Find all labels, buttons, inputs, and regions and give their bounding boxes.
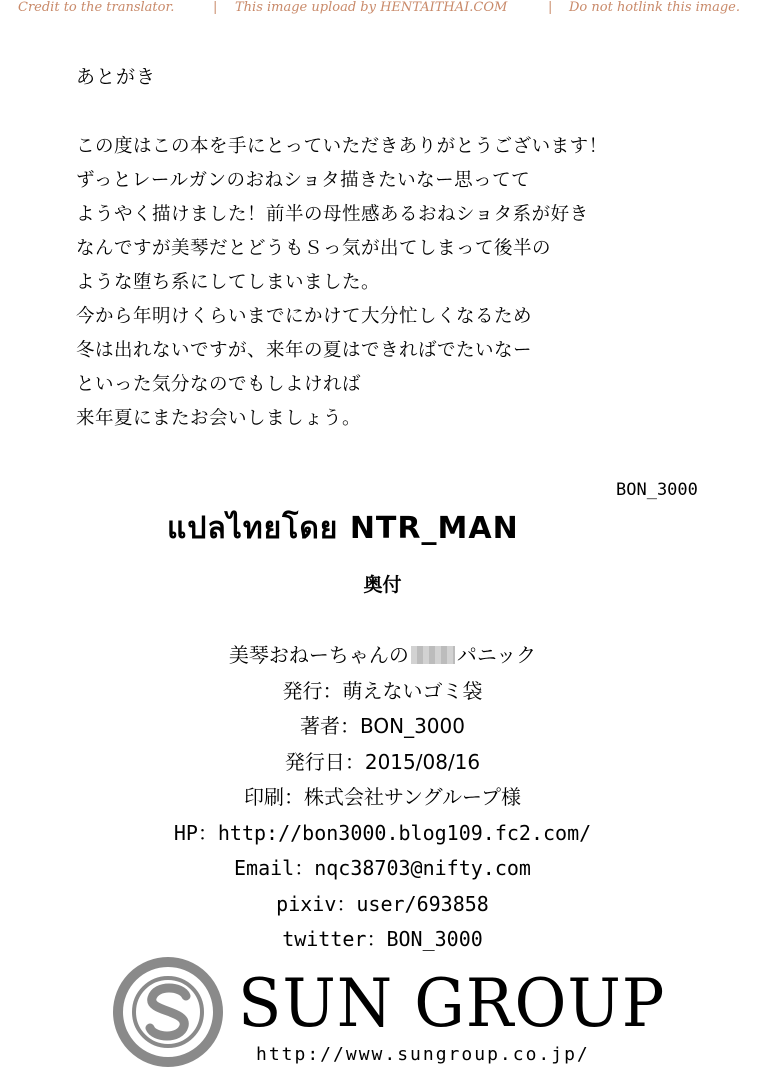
banner-separator: |: [213, 0, 218, 15]
afterword-line: ようやく描けました！前半の母性感あるおねショタ系が好き: [76, 204, 589, 225]
colophon-date: 発行日：2015/08/16: [284, 749, 481, 774]
colophon-printer: 印刷：株式会社サングループ様: [244, 785, 521, 809]
afterword-line: 来年夏にまたお会いしましょう。: [76, 408, 362, 429]
banner-hotlink-text: Do not hotlink this image.: [569, 0, 740, 15]
colophon-pixiv: pixiv：user/693858: [276, 891, 489, 916]
watermark-banner: [0, 0, 765, 20]
afterword-line: なんですが美琴だとどうもＳっ気が出てしまって後半の: [76, 238, 552, 259]
colophon-homepage: HP：http://bon3000.blog109.fc2.com/: [173, 820, 592, 845]
banner-credit-text: Credit to the translator.: [18, 0, 175, 15]
afterword-line: 今から年明けくらいまでにかけて大分忙しくなるため: [76, 306, 533, 327]
afterword-line: この度はこの本を手にとっていただきありがとうございます！: [76, 136, 608, 157]
sun-group-url: http://www.sungroup.co.jp/: [256, 1044, 590, 1065]
colophon-list: [0, 638, 765, 958]
colophon-email: Email：nqc38703@nifty.com: [234, 856, 531, 880]
sun-group-logo-text: SUN GROUP: [238, 965, 666, 1042]
afterword-line: といった気分なのでもしよければ: [76, 374, 362, 395]
colophon-publisher: 発行：萌えないゴミ袋: [282, 678, 483, 703]
afterword-signature: BON_3000: [616, 480, 698, 500]
colophon-twitter: twitter：BON_3000: [282, 927, 483, 951]
colophon-title: 奥付: [363, 574, 402, 596]
afterword-line: 冬は出れないですが、来年の夏はできればでたいなー: [76, 340, 533, 361]
afterword-title: あとがき: [76, 66, 157, 88]
censor-mosaic: [411, 646, 455, 664]
book-title-prefix: 美琴おねーちゃんの: [228, 643, 409, 667]
translator-credit: แปลไทยโดย NTR_MAN: [167, 511, 519, 546]
afterword-line: ような堕ち系にしてしまいました。: [76, 272, 381, 293]
banner-separator: |: [548, 0, 553, 15]
colophon-book-title: [0, 638, 765, 674]
banner-upload-text: This image upload by HENTAITHAI.COM: [235, 0, 508, 15]
colophon-author: 著者：BON_3000: [300, 714, 465, 738]
afterword-line: ずっとレールガンのおねショタ描きたいなー思ってて: [76, 170, 531, 191]
sun-group-logo-icon: [112, 956, 224, 1068]
book-title-suffix: パニック: [456, 643, 537, 667]
afterword-body: [76, 130, 716, 436]
